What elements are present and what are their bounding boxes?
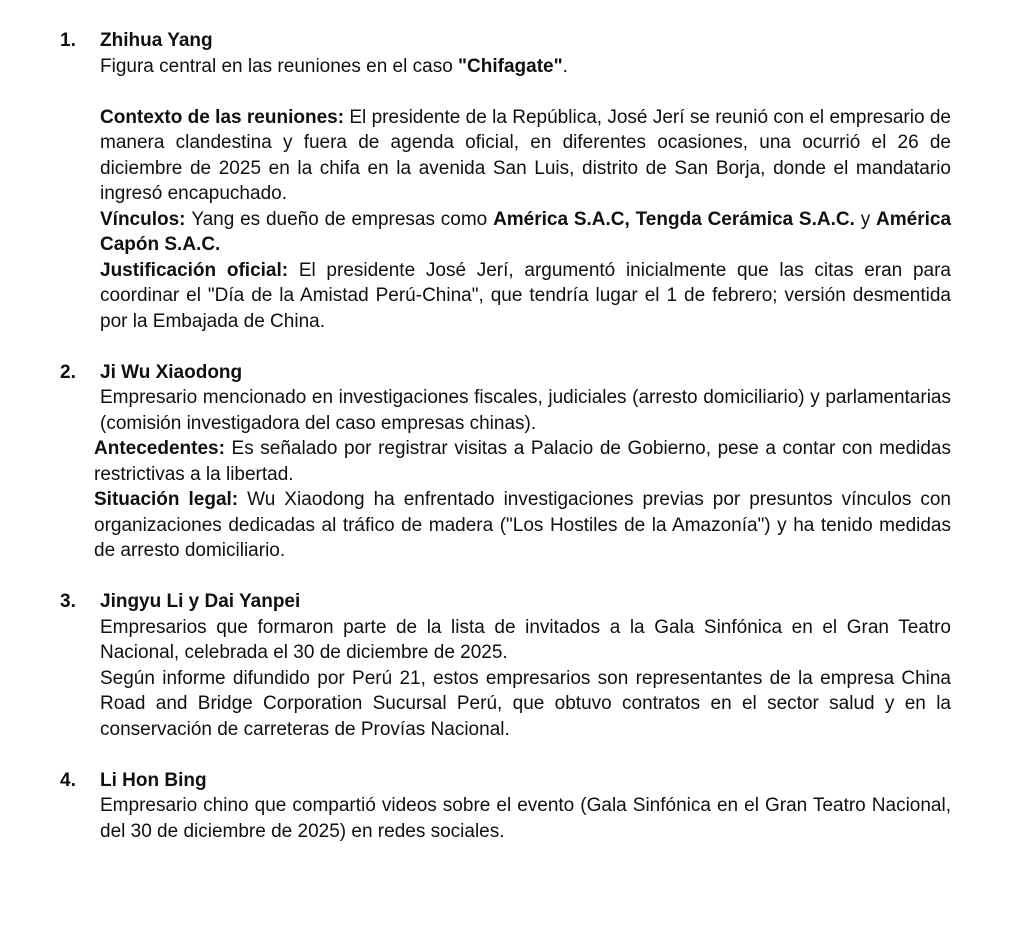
bold-text: América S.A.C, Tengda Cerámica S.A.C. <box>493 208 855 230</box>
item-content <box>100 589 951 742</box>
paragraph: Según informe difundido por Perú 21, estos empresarios son representantes de la empresa China Road and Bridge Corporation Sucursal Perú, que obtuvo contratos en el sector salud y en la conservación de carreteras de Provías Nacional. <box>100 667 951 740</box>
paragraph: Justificación oficial: El presidente José Jerí, argumentó inicialmente que las citas eran para coordinar el "Día de la Amistad Perú-China", que tendría lugar el 1 de febrero; versión desmentida por la Embajada de China. <box>100 259 951 332</box>
paragraph: Empresario chino que compartió videos sobre el evento (Gala Sinfónica en el Gran Teatro Nacional, del 30 de diciembre de 2025) en redes sociales. <box>100 795 951 842</box>
item-content <box>100 28 951 334</box>
person-name: Li Hon Bing <box>100 769 207 791</box>
bold-text: Contexto de las reuniones: <box>100 106 350 128</box>
person-name: Ji Wu Xiaodong <box>100 361 243 383</box>
paragraph: Figura central en las reuniones en el caso "Chifagate". <box>100 55 568 77</box>
item-number: 2. <box>60 361 76 383</box>
bold-text: América Capón S.A.C. <box>100 208 952 255</box>
person-name: Zhihua Yang <box>100 30 213 51</box>
item-content <box>94 360 951 564</box>
bold-text: Justificación oficial: <box>100 259 299 281</box>
bold-text: Situación legal: <box>94 489 248 510</box>
item-number: 1. <box>60 30 76 51</box>
paragraph: Empresario mencionado en investigaciones fiscales, judiciales (arresto domiciliario) y parlamentarias (comisión investigadora del caso empresas chinas). <box>100 387 951 434</box>
paragraph: Empresarios que formaron parte de la lista de invitados a la Gala Sinfónica en el Gran Teatro Nacional, celebrada el 30 de diciembre de 2025. <box>100 616 951 663</box>
paragraph: Antecedentes: Es señalado por registrar visitas a Palacio de Gobierno, pese a contar con medidas restrictivas a la libertad. <box>94 438 951 485</box>
list-item <box>60 589 951 742</box>
paragraph: Contexto de las reuniones: El presidente de la República, José Jerí se reunió con el empresario de manera clandestina y fuera de agenda oficial, en diferentes ocasiones, una ocurrió el 26 de diciembre de 2025 en la chifa en la avenida San Luis, distrito de San Borja, donde el mandatario ingresó encapuchado. <box>100 106 951 204</box>
paragraph: Vínculos: Yang es dueño de empresas como América S.A.C, Tengda Cerámica S.A.C. y América Capón S.A.C. <box>100 208 952 255</box>
paragraph: Situación legal: Wu Xiaodong ha enfrentado investigaciones previas por presuntos vínculos con organizaciones dedicadas al tráfico de madera ("Los Hostiles de la Amazonía") y ha tenido medidas de arresto domiciliario. <box>94 489 951 561</box>
list-item <box>60 360 951 564</box>
list-item <box>60 28 951 334</box>
bold-text: Vínculos: <box>100 208 192 230</box>
item-number: 4. <box>60 769 76 791</box>
bold-text: Antecedentes: <box>94 438 232 459</box>
bold-text: "Chifagate" <box>458 55 563 77</box>
list-item <box>60 768 951 845</box>
item-content <box>100 768 951 845</box>
people-list <box>60 28 951 844</box>
person-name: Jingyu Li y Dai Yanpei <box>100 591 301 612</box>
item-number: 3. <box>60 591 76 612</box>
